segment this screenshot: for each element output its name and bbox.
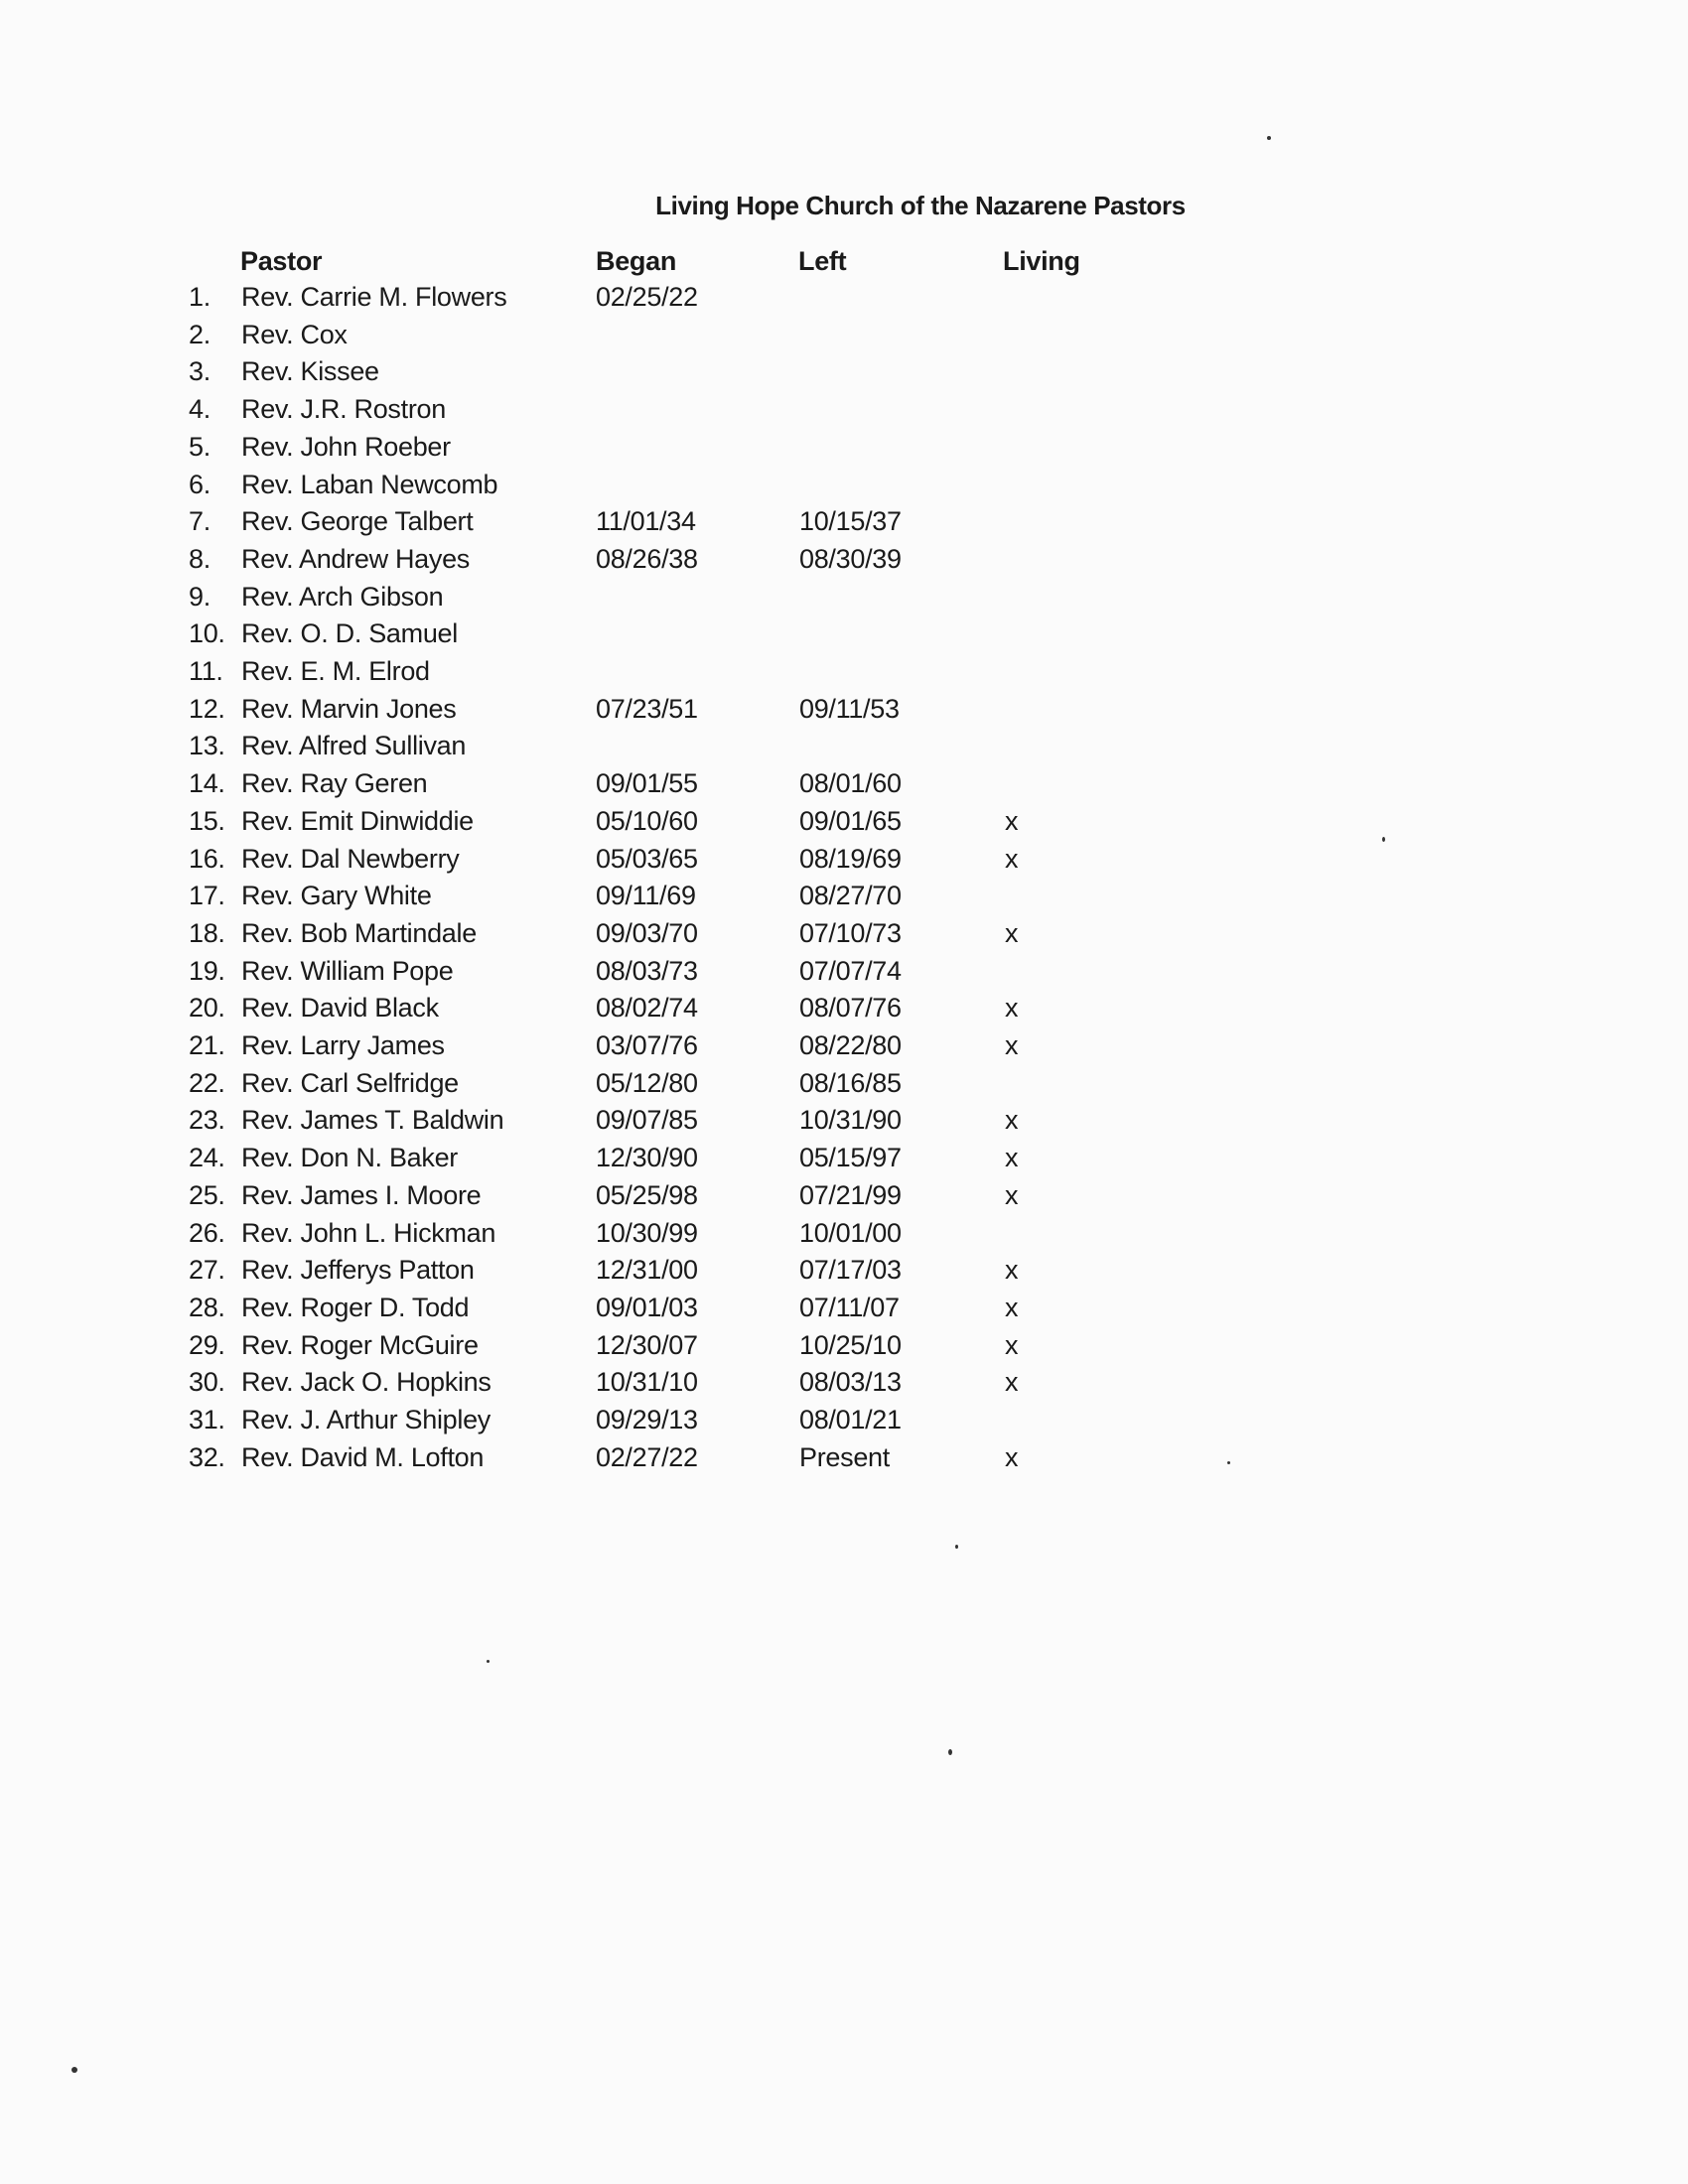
table-row [0, 844, 1688, 882]
table-row [0, 1068, 1688, 1106]
cell-num: 10. [189, 618, 225, 649]
scan-speck [955, 1545, 958, 1549]
cell-left: 08/01/60 [799, 768, 902, 799]
cell-name: Rev. Don N. Baker [241, 1143, 458, 1173]
cell-living: x [1005, 1255, 1019, 1286]
cell-left: 08/27/70 [799, 881, 902, 911]
cell-name: Rev. J.R. Rostron [241, 394, 446, 425]
cell-left: 08/19/69 [799, 843, 902, 874]
cell-name: Rev. Ray Geren [241, 768, 428, 799]
cell-living: x [1005, 917, 1019, 948]
cell-living: x [1005, 1143, 1019, 1173]
cell-began: 09/01/55 [596, 768, 698, 799]
cell-living: x [1005, 1367, 1019, 1398]
cell-num: 9. [189, 581, 211, 612]
cell-num: 12. [189, 693, 225, 724]
cell-name: Rev. Andrew Hayes [241, 543, 471, 574]
table-row [0, 768, 1688, 806]
cell-num: 6. [189, 469, 211, 499]
cell-left: Present [799, 1441, 890, 1472]
cell-num: 4. [189, 394, 211, 425]
cell-began: 08/26/38 [596, 543, 698, 574]
cell-left: 09/11/53 [799, 693, 900, 724]
cell-num: 11. [189, 656, 223, 686]
cell-num: 3. [189, 356, 211, 387]
cell-left: 10/01/00 [799, 1217, 902, 1248]
cell-name: Rev. Carrie M. Flowers [241, 282, 507, 312]
cell-name: Rev. Laban Newcomb [241, 469, 498, 499]
cell-name: Rev. Emit Dinwiddie [241, 805, 474, 836]
cell-living: x [1005, 1030, 1019, 1060]
table-row [0, 656, 1688, 694]
cell-name: Rev. Jack O. Hopkins [241, 1367, 492, 1398]
table-row [0, 806, 1688, 844]
cell-num: 8. [189, 543, 211, 574]
header-living: Living [1003, 246, 1080, 276]
cell-left: 08/01/21 [799, 1405, 902, 1434]
cell-left: 08/30/39 [799, 543, 902, 574]
table-row [0, 394, 1688, 432]
cell-name: Rev. Roger McGuire [241, 1329, 479, 1360]
cell-name: Rev. Larry James [241, 1030, 445, 1060]
header-began: Began [596, 246, 677, 276]
cell-num: 5. [189, 431, 211, 462]
cell-living: x [1005, 1105, 1019, 1136]
header-pastor: Pastor [240, 246, 323, 276]
table-row [0, 1293, 1688, 1330]
cell-name: Rev. David M. Lofton [241, 1441, 485, 1472]
cell-name: Rev. O. D. Samuel [241, 618, 458, 649]
table-row [0, 582, 1688, 619]
table-row [0, 956, 1688, 994]
table-row [0, 993, 1688, 1030]
table-row [0, 1442, 1688, 1480]
cell-name: Rev. James T. Baldwin [241, 1105, 504, 1136]
cell-living: x [1005, 1292, 1019, 1322]
cell-began: 12/31/00 [596, 1255, 698, 1286]
cell-began: 05/12/80 [596, 1067, 698, 1098]
cell-num: 28. [189, 1292, 225, 1322]
cell-num: 7. [189, 506, 211, 537]
table-row [0, 470, 1688, 507]
cell-living: x [1005, 993, 1019, 1024]
cell-num: 19. [189, 955, 225, 986]
cell-num: 22. [189, 1067, 225, 1098]
cell-left: 07/10/73 [799, 917, 902, 948]
cell-name: Rev. Roger D. Todd [241, 1292, 470, 1322]
cell-living: x [1005, 1329, 1019, 1360]
table-row [0, 1180, 1688, 1218]
cell-left: 10/25/10 [799, 1329, 902, 1360]
cell-living: x [1005, 805, 1019, 836]
table-row [0, 356, 1688, 394]
scan-speck [1382, 837, 1385, 842]
cell-began: 09/11/69 [596, 881, 696, 911]
cell-began: 10/31/10 [596, 1367, 698, 1398]
table-row [0, 1143, 1688, 1180]
document-title: Living Hope Church of the Nazarene Pastors [655, 191, 1186, 220]
cell-num: 23. [189, 1105, 225, 1136]
cell-began: 10/30/99 [596, 1217, 698, 1248]
table-row [0, 320, 1688, 357]
cell-left: 07/17/03 [799, 1255, 902, 1286]
cell-num: 1. [189, 282, 211, 312]
table-row [0, 1330, 1688, 1368]
cell-left: 07/21/99 [799, 1179, 902, 1210]
cell-name: Rev. James I. Moore [241, 1179, 482, 1210]
cell-num: 13. [189, 731, 225, 761]
cell-began: 03/07/76 [596, 1030, 698, 1060]
cell-left: 05/15/97 [799, 1143, 902, 1173]
cell-left: 10/31/90 [799, 1105, 902, 1136]
cell-began: 11/01/34 [596, 506, 696, 537]
cell-began: 09/01/03 [596, 1292, 698, 1322]
table-row [0, 694, 1688, 732]
table-row [0, 881, 1688, 918]
cell-began: 05/03/65 [596, 843, 698, 874]
cell-began: 09/03/70 [596, 917, 698, 948]
cell-num: 30. [189, 1367, 225, 1398]
scan-speck [487, 1660, 490, 1663]
table-row [0, 918, 1688, 956]
scan-speck [71, 2067, 77, 2073]
table-row [0, 1218, 1688, 1256]
cell-num: 25. [189, 1179, 225, 1210]
table-row [0, 618, 1688, 656]
table-row [0, 1405, 1688, 1442]
cell-began: 12/30/07 [596, 1329, 698, 1360]
cell-num: 16. [189, 843, 225, 874]
cell-left: 10/15/37 [799, 506, 902, 537]
cell-left: 08/22/80 [799, 1030, 902, 1060]
cell-num: 18. [189, 917, 225, 948]
cell-began: 07/23/51 [596, 693, 698, 724]
cell-num: 2. [189, 319, 211, 349]
table-row [0, 506, 1688, 544]
cell-name: Rev. David Black [241, 993, 439, 1024]
cell-num: 20. [189, 993, 225, 1024]
cell-num: 21. [189, 1030, 225, 1060]
cell-left: 07/07/74 [799, 955, 902, 986]
cell-began: 05/10/60 [596, 805, 698, 836]
cell-num: 15. [189, 805, 225, 836]
cell-name: Rev. John Roeber [241, 431, 451, 462]
cell-living: x [1005, 843, 1019, 874]
table-row [0, 544, 1688, 582]
table-row [0, 1105, 1688, 1143]
cell-name: Rev. J. Arthur Shipley [241, 1405, 492, 1434]
table-row [0, 1255, 1688, 1293]
cell-name: Rev. Dal Newberry [241, 843, 460, 874]
cell-began: 02/27/22 [596, 1441, 698, 1472]
cell-name: Rev. Jefferys Patton [241, 1255, 475, 1286]
cell-name: Rev. Carl Selfridge [241, 1067, 459, 1098]
cell-name: Rev. Alfred Sullivan [241, 731, 467, 761]
cell-num: 27. [189, 1255, 225, 1286]
cell-name: Rev. Kissee [241, 356, 379, 387]
cell-began: 05/25/98 [596, 1179, 698, 1210]
cell-name: Rev. Marvin Jones [241, 693, 457, 724]
cell-began: 12/30/90 [596, 1143, 698, 1173]
cell-living: x [1005, 1441, 1019, 1472]
cell-began: 08/02/74 [596, 993, 698, 1024]
cell-name: Rev. William Pope [241, 955, 454, 986]
cell-began: 09/07/85 [596, 1105, 698, 1136]
table-row [0, 1030, 1688, 1068]
cell-began: 09/29/13 [596, 1405, 698, 1434]
cell-num: 29. [189, 1329, 225, 1360]
table-row [0, 432, 1688, 470]
cell-name: Rev. George Talbert [241, 506, 474, 537]
cell-left: 09/01/65 [799, 805, 902, 836]
cell-left: 07/11/07 [799, 1292, 900, 1322]
cell-num: 32. [189, 1441, 225, 1472]
table-row [0, 1367, 1688, 1405]
cell-name: Rev. Cox [241, 319, 348, 349]
cell-left: 08/03/13 [799, 1367, 902, 1398]
table-row [0, 282, 1688, 320]
cell-num: 26. [189, 1217, 225, 1248]
cell-name: Rev. Bob Martindale [241, 917, 477, 948]
cell-num: 31. [189, 1405, 225, 1434]
cell-num: 17. [189, 881, 225, 911]
cell-name: Rev. Gary White [241, 881, 432, 911]
cell-num: 24. [189, 1143, 225, 1173]
header-left: Left [798, 246, 847, 276]
cell-name: Rev. Arch Gibson [241, 581, 444, 612]
cell-living: x [1005, 1179, 1019, 1210]
scan-speck [1267, 136, 1271, 140]
scan-speck [948, 1749, 952, 1755]
cell-began: 08/03/73 [596, 955, 698, 986]
cell-num: 14. [189, 768, 225, 799]
cell-name: Rev. John L. Hickman [241, 1217, 496, 1248]
scan-speck [1227, 1461, 1230, 1464]
table-row [0, 731, 1688, 768]
cell-left: 08/07/76 [799, 993, 902, 1024]
cell-left: 08/16/85 [799, 1067, 902, 1098]
cell-began: 02/25/22 [596, 282, 698, 312]
cell-name: Rev. E. M. Elrod [241, 656, 430, 686]
